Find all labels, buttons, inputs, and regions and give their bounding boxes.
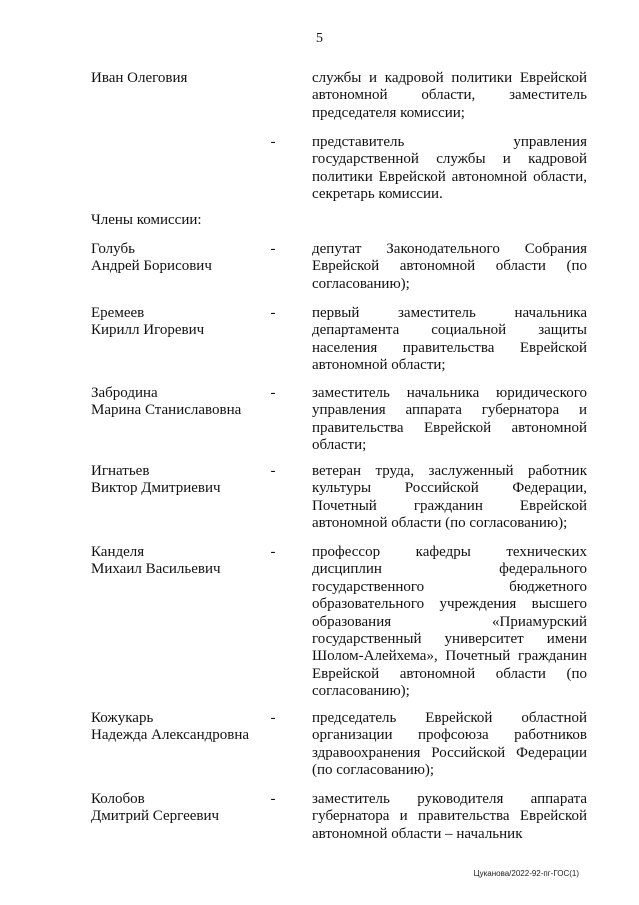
member-dash: - xyxy=(270,710,276,726)
member-name xyxy=(91,791,266,826)
member-surname: Игнатьев xyxy=(91,463,150,479)
member-dash: - xyxy=(270,791,276,807)
member-desc: ветеран труда, заслуженный работник культуры Российской Федерации, Почетный гражданин Еврейской автономной области (по согласованию); xyxy=(312,463,587,532)
member-name xyxy=(91,305,266,340)
member-dash: - xyxy=(270,385,276,401)
member-name xyxy=(91,385,266,420)
member-given-names: Виктор Дмитриевич xyxy=(91,480,221,497)
member-name xyxy=(91,463,266,498)
secretary-dash: - xyxy=(270,134,276,150)
member-desc: первый заместитель начальника департамента социальной защиты населения правительства Еврейской автономной области; xyxy=(312,305,587,374)
member-dash: - xyxy=(270,544,276,560)
member-surname: Канделя xyxy=(91,544,145,560)
member-given-names: Дмитрий Сергеевич xyxy=(91,808,220,825)
member-dash: - xyxy=(270,463,276,479)
member-given-names: Андрей Борисович xyxy=(91,258,212,275)
footer-document-code: Цуканова/2022-92-пг-ГОС(1) xyxy=(473,869,579,878)
member-desc: председатель Еврейской областной организации профсоюза работников здравоохранения Российской Федерации (по согласованию); xyxy=(312,710,587,779)
member-name xyxy=(91,241,266,276)
secretary-desc: представитель управления государственной службы и кадровой политики Еврейской автономной области, секретарь комиссии. xyxy=(312,134,587,203)
member-dash: - xyxy=(270,305,276,321)
member-name xyxy=(91,710,266,745)
member-surname: Колобов xyxy=(91,791,145,807)
member-surname: Кожукарь xyxy=(91,710,154,726)
member-given-names: Михаил Васильевич xyxy=(91,561,221,578)
member-desc: заместитель начальника юридического управления аппарата губернатора и правительства Еврейской автономной области; xyxy=(312,385,587,454)
member-given-names: Марина Станиславовна xyxy=(91,402,242,419)
member-surname: Еремеев xyxy=(91,305,145,321)
top-entry-desc: службы и кадровой политики Еврейской автономной области, заместитель председателя комиссии; xyxy=(312,70,587,121)
member-name xyxy=(91,544,266,579)
member-desc: профессор кафедры технических дисциплин федерального государственного бюджетного образовательного учреждения высшего образования «Приамурский государственный университет имени Шолом-Алейхема», Почетный гражданин Еврейской автономной области (по согласованию); xyxy=(312,544,587,700)
member-dash: - xyxy=(270,241,276,257)
member-surname: Голубь xyxy=(91,241,135,257)
top-entry-name: Иван Олеговия xyxy=(91,70,188,86)
member-given-names: Кирилл Игоревич xyxy=(91,322,205,339)
member-desc: депутат Законодательного Собрания Еврейской автономной области (по согласованию); xyxy=(312,241,587,292)
members-label: Члены комиссии: xyxy=(91,212,202,228)
member-desc: заместитель руководителя аппарата губернатора и правительства Еврейской автономной области – начальник xyxy=(312,791,587,842)
page-number: 5 xyxy=(316,31,323,46)
member-given-names: Надежда Александровна xyxy=(91,727,249,744)
member-surname: Забродина xyxy=(91,385,158,401)
